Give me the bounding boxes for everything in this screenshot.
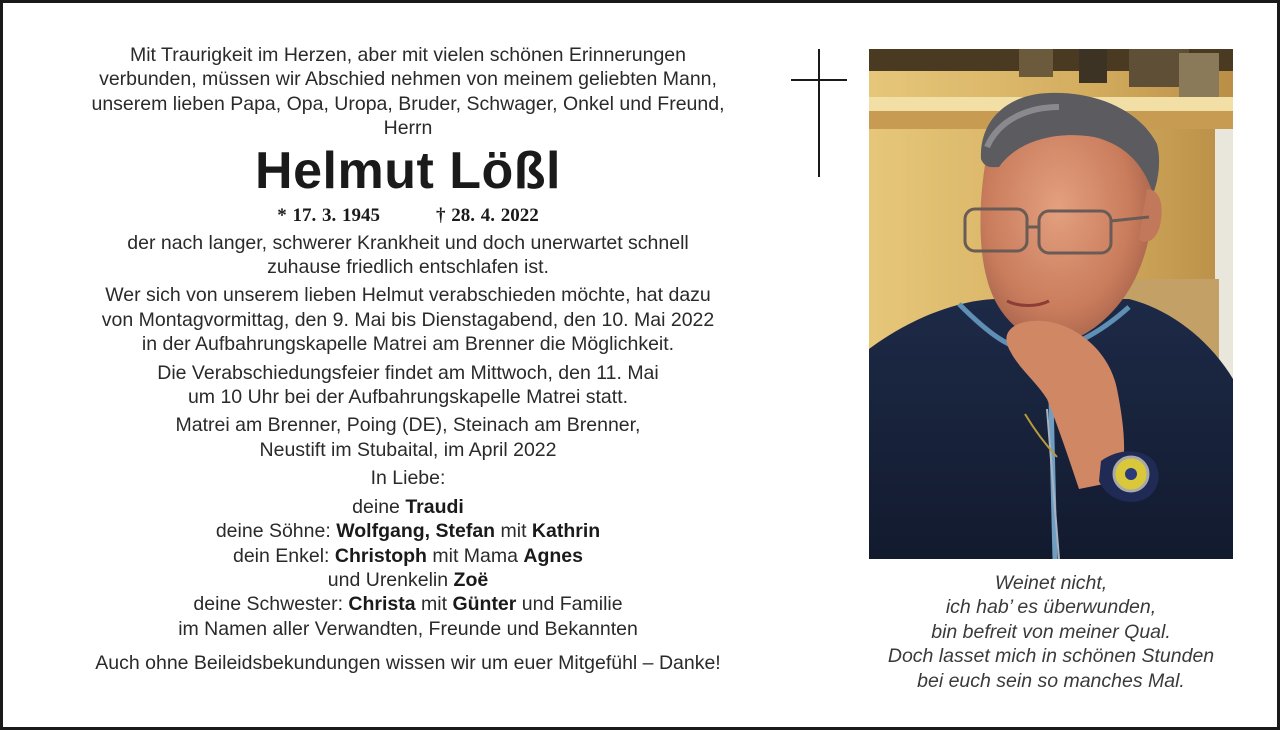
obituary-text	[43, 43, 773, 676]
poem	[869, 571, 1233, 693]
family-great-grandchild: und Urenkelin Zoë	[327, 568, 489, 591]
death-date: † 28. 4. 2022	[436, 204, 539, 226]
in-love-label: In Liebe:	[370, 467, 446, 490]
intro-line: unserem lieben Papa, Opa, Uropa, Bruder, Schwager, Onkel und Freund,	[91, 92, 725, 115]
closing-line: Auch ohne Beileidsbekundungen wissen wir um euer Mitgefühl – Danke!	[95, 652, 721, 675]
birth-date: * 17. 3. 1945	[277, 204, 380, 226]
viewing-line: von Montagvormittag, den 9. Mai bis Dienstagabend, den 10. Mai 2022	[101, 308, 715, 331]
passing-line: der nach langer, schwerer Krankheit und doch unerwartet schnell	[127, 231, 689, 254]
poem-line: Weinet nicht,	[994, 572, 1108, 594]
family-sister: deine Schwester: Christa mit Günter und Familie	[193, 593, 623, 616]
places-line: Matrei am Brenner, Poing (DE), Steinach am Brenner,	[175, 414, 641, 437]
viewing-line: in der Aufbahrungskapelle Matrei am Brenner die Möglichkeit.	[141, 333, 675, 356]
poem-line: bei euch sein so manches Mal.	[917, 669, 1185, 692]
family-grandson: dein Enkel: Christoph mit Mama Agnes	[232, 544, 584, 567]
viewing-line: Wer sich von unserem lieben Helmut verabschieden möchte, hat dazu	[105, 284, 711, 307]
poem-line: bin befreit von meiner Qual.	[931, 620, 1171, 643]
intro-line: Herrn	[383, 117, 433, 140]
intro-line: Mit Traurigkeit im Herzen, aber mit vielen schönen Erinnerungen	[129, 44, 686, 66]
cross-icon	[791, 49, 847, 177]
poem-line: Doch lasset mich in schönen Stunden	[887, 645, 1215, 668]
ceremony-line: um 10 Uhr bei der Aufbahrungskapelle Matrei statt.	[187, 386, 629, 409]
ceremony-line: Die Verabschiedungsfeier findet am Mittwoch, den 11. Mai	[157, 361, 659, 384]
portrait-photo	[869, 49, 1233, 559]
poem-line: ich hab’ es überwunden,	[945, 596, 1157, 619]
family-wife: deine Traudi	[352, 495, 464, 518]
family-others: im Namen aller Verwandten, Freunde und Bekannten	[178, 617, 638, 640]
intro-line: verbunden, müssen wir Abschied nehmen von meinem geliebten Mann,	[99, 68, 717, 91]
places-line: Neustift im Stubaital, im April 2022	[259, 438, 557, 461]
family-sons: deine Söhne: Wolfgang, Stefan mit Kathrin	[215, 520, 601, 543]
life-dates	[43, 201, 773, 231]
passing-line: zuhause friedlich entschlafen ist.	[267, 256, 549, 279]
deceased-name: Helmut Lößl	[255, 141, 561, 200]
